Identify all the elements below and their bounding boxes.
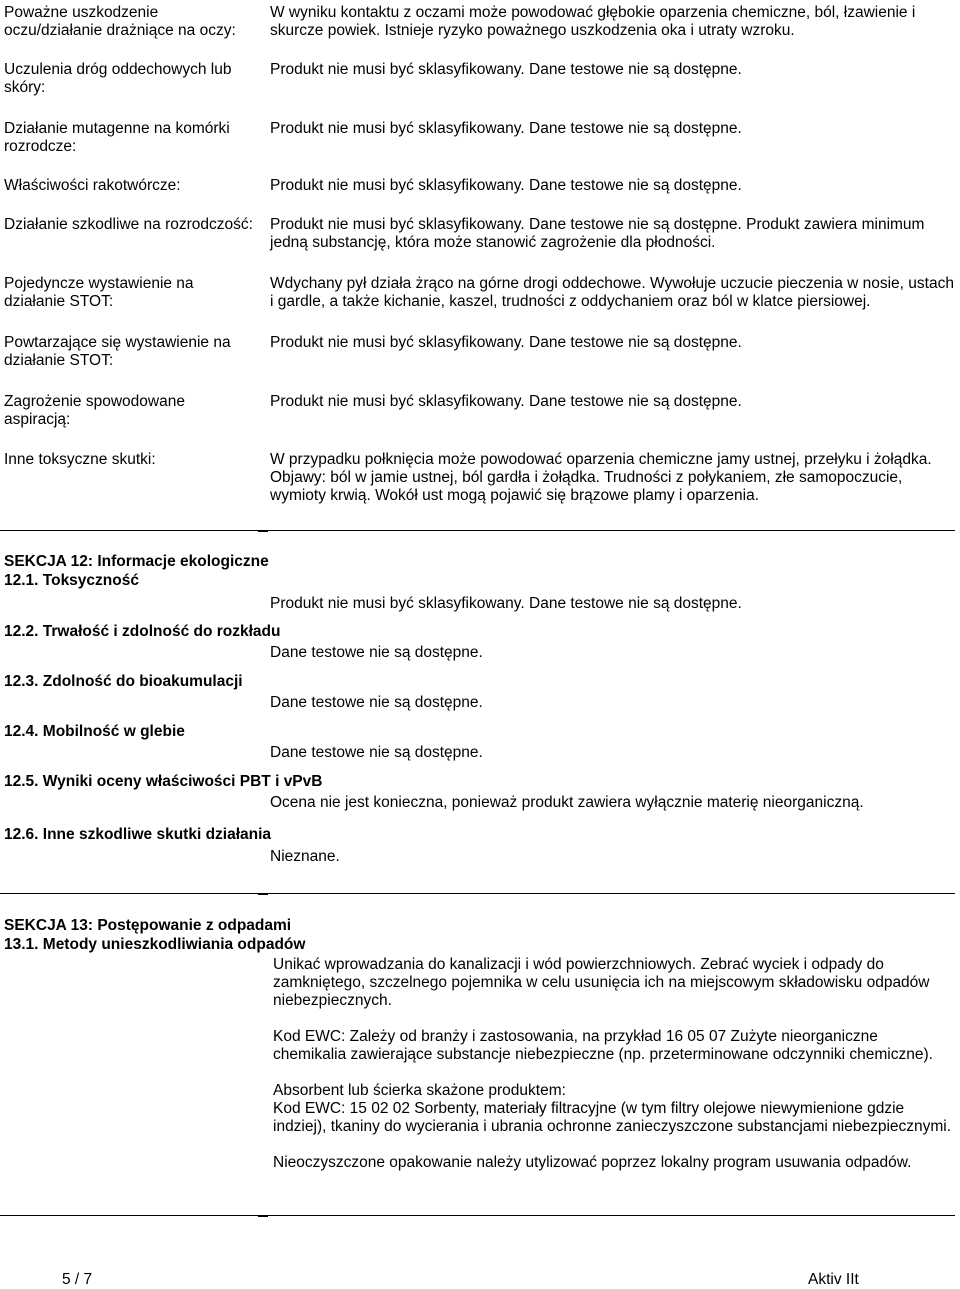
tox-label-mutagenicity: Działanie mutagenne na komórki rozrodcze: <box>4 120 230 155</box>
tox-value-stot-single: Wdychany pył działa żrąco na górne drogi oddechowe. Wywołuje uczucie pieczenia w nosie, ustach i gardle, a także kichanie, kaszel, trudności z oddychaniem oraz ból w klatce piersiowej. <box>270 275 954 310</box>
tox-value-stot-repeated: Produkt nie musi być sklasyfikowany. Dane testowe nie są dostępne. <box>270 334 742 351</box>
section12-6-heading: 12.6. Inne szkodliwe skutki działania <box>4 826 272 843</box>
tox-label-aspiration: Zagrożenie spowodowane aspiracją: <box>4 393 185 428</box>
section13-subheading: 13.1. Metody unieszkodliwiania odpadów <box>4 936 306 953</box>
product-code: Aktiv IIt <box>808 1271 859 1288</box>
section12-2-value: Dane testowe nie są dostępne. <box>270 644 483 661</box>
ewc-code-paragraph: Kod EWC: Zależy od branży i zastosowania, na przykład 16 05 07 Zużyte nieorganiczne chemikalia zawierające substancje niebezpieczne (np. przeterminowane odczynniki chemiczne). <box>273 1028 933 1063</box>
section-divider <box>0 1215 955 1216</box>
tox-label-reproductive: Działanie szkodliwe na rozrodczość: <box>4 216 253 233</box>
section12-3-heading: 12.3. Zdolność do bioakumulacji <box>4 673 243 690</box>
tox-label-sensitisation: Uczulenia dróg oddechowych lub skóry: <box>4 61 232 96</box>
section12-title: SEKCJA 12: Informacje ekologiczne <box>4 553 269 570</box>
section12-4-value: Dane testowe nie są dostępne. <box>270 744 483 761</box>
tox-value-other-effects: W przypadku połknięcia może powodować oparzenia chemiczne jamy ustnej, przełyku i żołądka. Objawy: ból w jamie ustnej, ból gardła i żołądka. Trudności z połykaniem, złe samopoczucie, wymioty krwią. Wokół ust mogą pojawić się brązowe plamy i oparzenia. <box>270 451 932 504</box>
section12-1-value: Produkt nie musi być sklasyfikowany. Dane testowe nie są dostępne. <box>270 595 742 612</box>
tox-value-reproductive: Produkt nie musi być sklasyfikowany. Dane testowe nie są dostępne. Produkt zawiera minimum jedną substancję, która może stanowić zagrożenie dla płodności. <box>270 216 925 251</box>
ewc-absorbent-paragraph: Kod EWC: 15 02 02 Sorbenty, materiały filtracyjne (w tym filtry olejowe niewymienione gdzie indziej), tkaniny do wycierania i ubrania ochronne zanieczyszczone substancjami niebezpiecznymi. <box>273 1100 952 1135</box>
packaging-paragraph: Nieoczyszczone opakowanie należy utylizować poprzez lokalny program usuwania odpadów. <box>273 1154 912 1171</box>
section-divider <box>0 893 955 894</box>
tox-value-mutagenicity: Produkt nie musi być sklasyfikowany. Dane testowe nie są dostępne. <box>270 120 742 137</box>
section13-title: SEKCJA 13: Postępowanie z odpadami <box>4 917 292 934</box>
disposal-paragraph: Unikać wprowadzania do kanalizacji i wód powierzchniowych. Zebrać wyciek i odpady do zamkniętego, szczelnego pojemnika w celu usunięcia ich na miejscowym składowisku odpadów niebezpiecznych. <box>273 956 930 1009</box>
tox-label-carcinogenicity: Właściwości rakotwórcze: <box>4 177 181 194</box>
tox-value-sensitisation: Produkt nie musi być sklasyfikowany. Dane testowe nie są dostępne. <box>270 61 742 78</box>
absorbent-paragraph: Absorbent lub ścierka skażone produktem: <box>273 1082 566 1099</box>
section12-5-heading: 12.5. Wyniki oceny właściwości PBT i vPvB <box>4 773 323 790</box>
section12-4-heading: 12.4. Mobilność w glebie <box>4 723 185 740</box>
tox-label-eye-damage: Poważne uszkodzenie oczu/działanie drażniące na oczy: <box>4 4 236 39</box>
tox-label-other-effects: Inne toksyczne skutki: <box>4 451 156 468</box>
tox-value-carcinogenicity: Produkt nie musi być sklasyfikowany. Dane testowe nie są dostępne. <box>270 177 742 194</box>
tox-value-eye-damage: W wyniku kontaktu z oczami może powodować głębokie oparzenia chemiczne, ból, łzawienie i skurcze powiek. Istnieje ryzyko poważnego uszkodzenia oka i utraty wzroku. <box>270 4 916 39</box>
section12-3-value: Dane testowe nie są dostępne. <box>270 694 483 711</box>
tox-label-stot-repeated: Powtarzające się wystawienie na działanie STOT: <box>4 334 231 369</box>
section-divider <box>0 530 955 531</box>
page-number: 5 / 7 <box>62 1271 93 1288</box>
section12-2-heading: 12.2. Trwałość i zdolność do rozkładu <box>4 623 281 640</box>
section13-body <box>273 956 955 1172</box>
tox-value-aspiration: Produkt nie musi być sklasyfikowany. Dane testowe nie są dostępne. <box>270 393 742 410</box>
section12-5-value: Ocena nie jest konieczna, ponieważ produkt zawiera wyłącznie materię nieorganiczną. <box>270 794 864 811</box>
section12-1-heading: 12.1. Toksyczność <box>4 572 139 589</box>
tox-label-stot-single: Pojedyncze wystawienie na działanie STOT: <box>4 275 194 310</box>
section12-6-value: Nieznane. <box>270 848 340 865</box>
